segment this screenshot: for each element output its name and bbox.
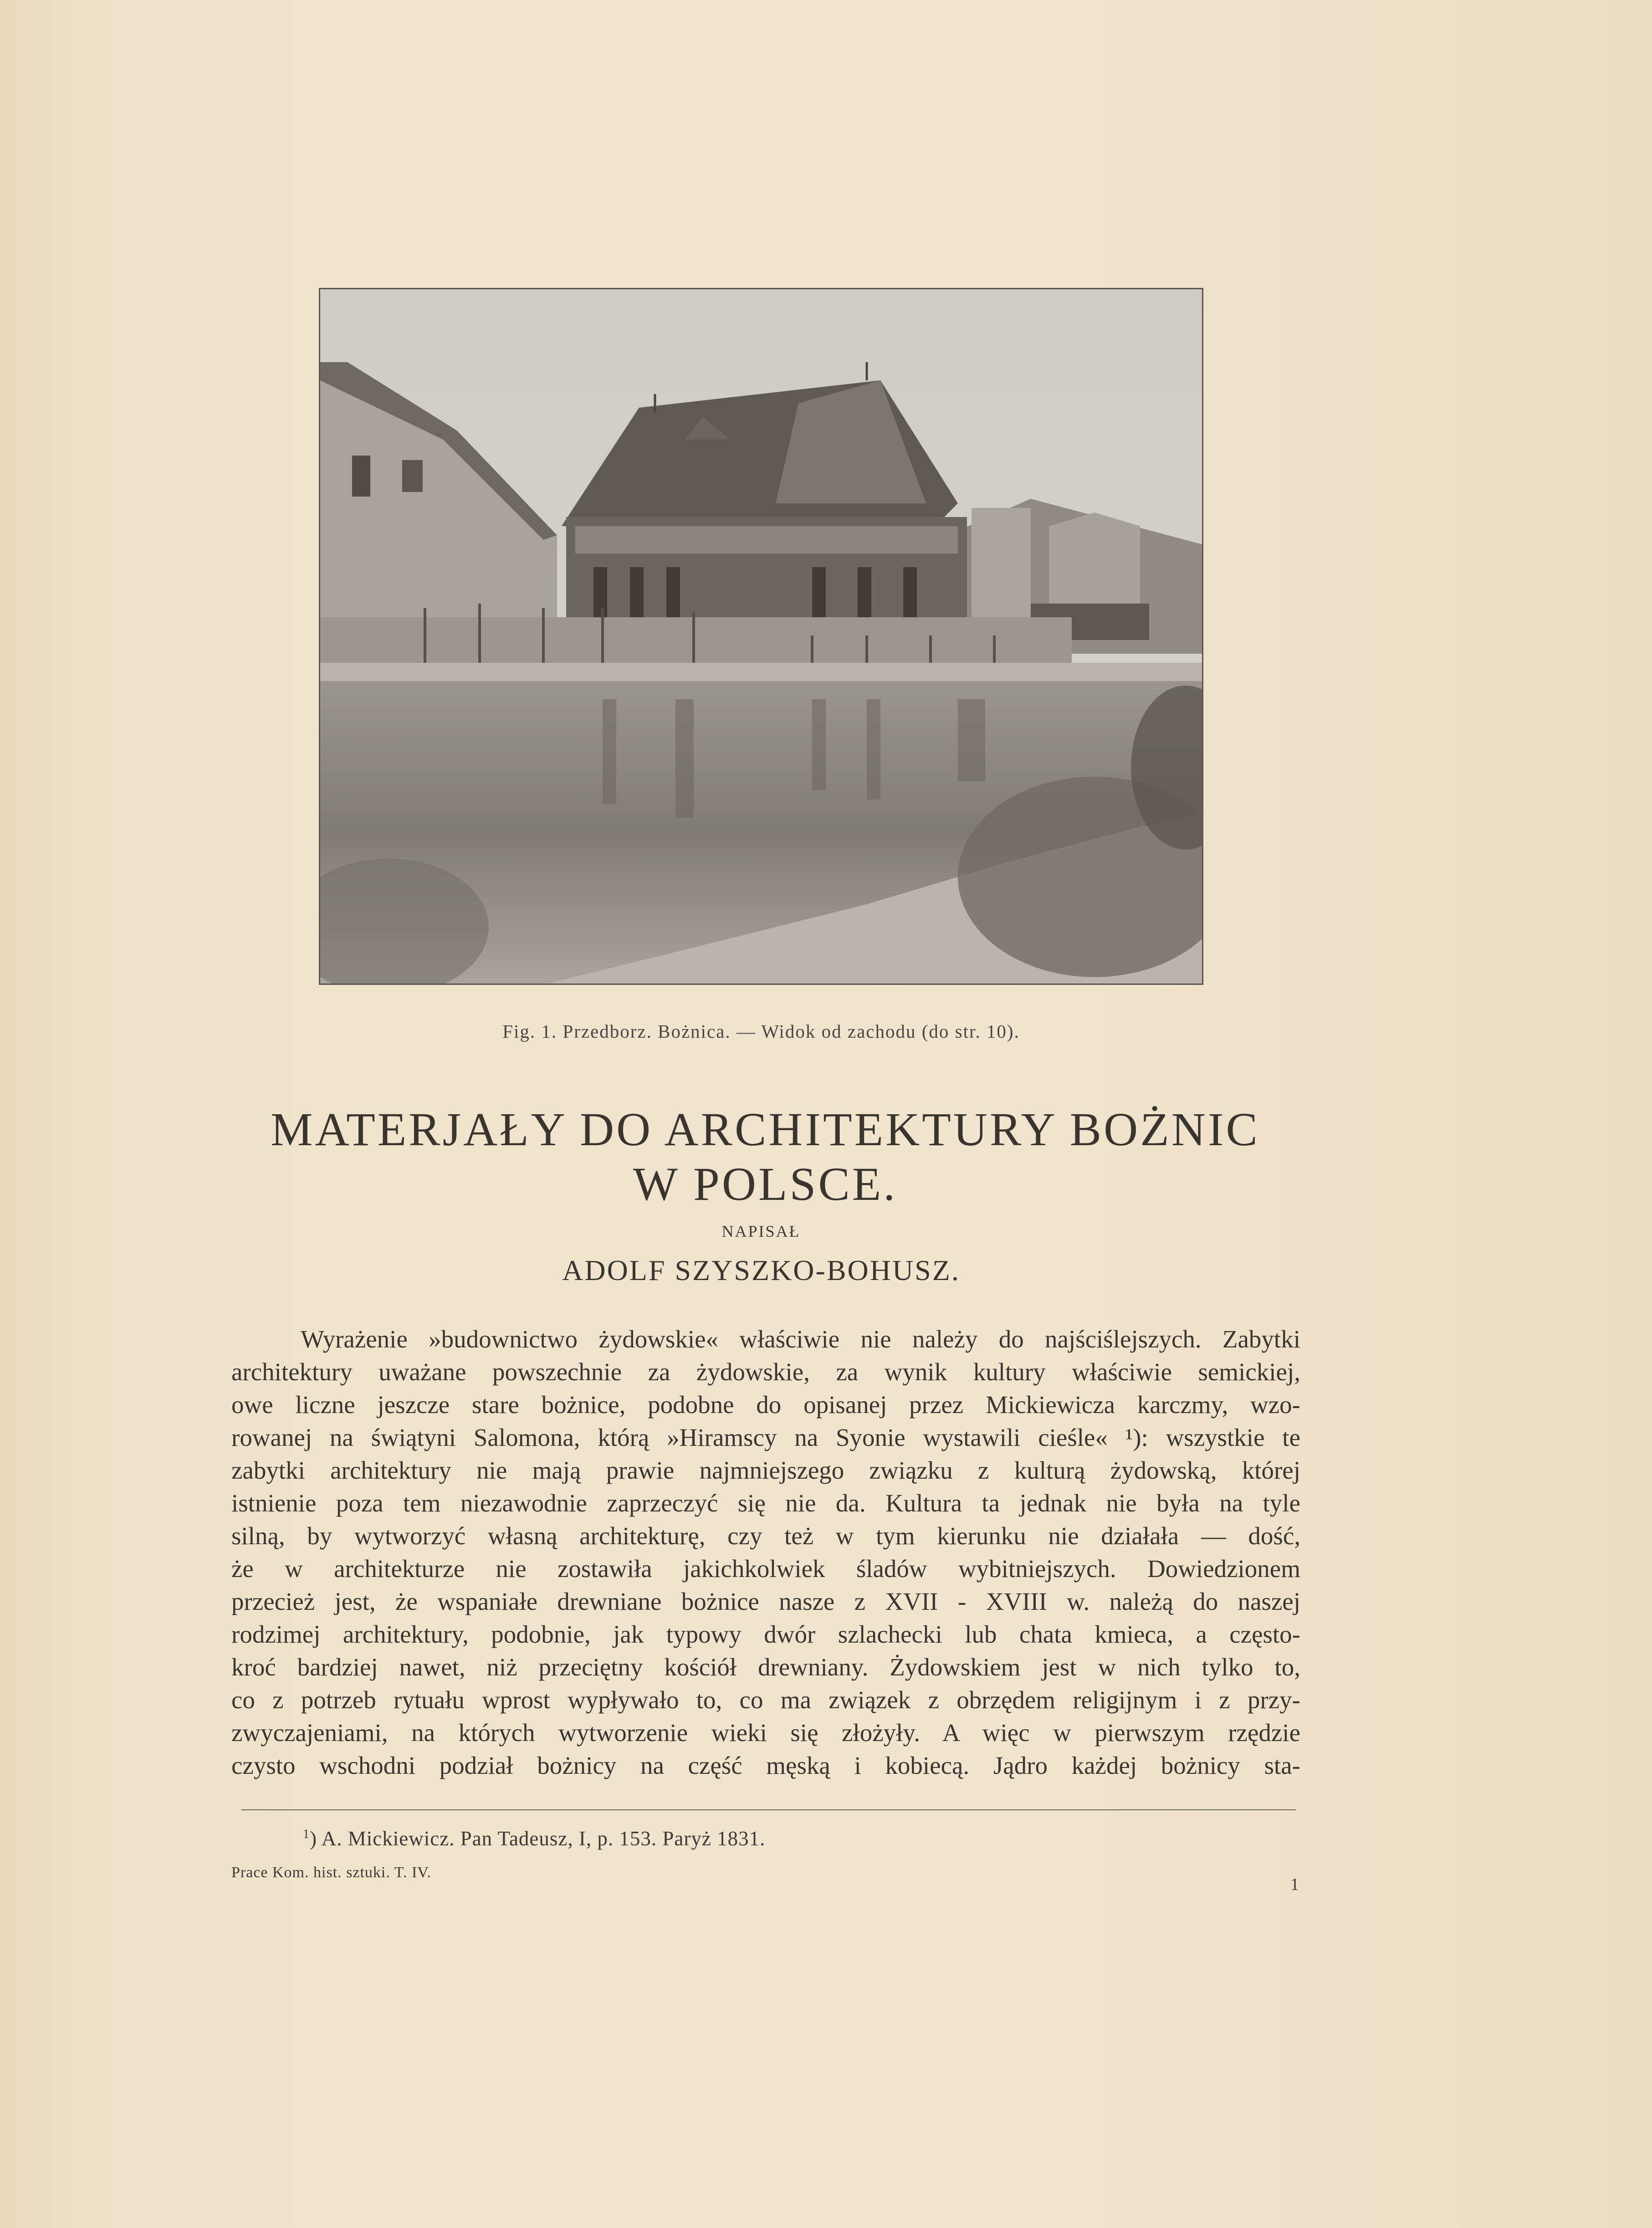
footnote-divider: [241, 1809, 1296, 1810]
footnote-text: A. Mickiewicz. Pan Tadeusz, I, p. 153. Paryż 1831.: [321, 1827, 766, 1850]
body-line: silną, by wytworzyć własną architekturę, czy też w tym kierunku nie działała — dość,: [231, 1522, 1300, 1550]
body-line: czysto wschodni podział bożnicy na część męską i kobiecą. Jądro każdej bożnicy sta-: [231, 1752, 1300, 1779]
article-title-line-1: MATERJAŁY DO ARCHITEKTURY BOŻNIC: [271, 1103, 1260, 1156]
body-line: Wyrażenie »budownictwo żydowskie« właściwie nie należy do najściślejszych. Zabytki: [301, 1325, 1300, 1353]
series-signature: Prace Kom. hist. sztuki. T. IV.: [231, 1864, 431, 1881]
synagogue-photograph: [319, 288, 1203, 985]
body-line: przecież jest, że wspaniałe drewniane bożnice nasze z XVII - XVIII w. należą do naszej: [231, 1588, 1300, 1615]
body-line: istnienie poza tem niezawodnie zaprzeczyć się nie da. Kultura ta jednak nie była na tyle: [231, 1489, 1300, 1517]
figure-caption: Fig. 1. Przedborz. Bożnica. — Widok od zachodu (do str. 10).: [502, 1021, 1020, 1042]
body-line: zabytki architektury nie mają prawie najmniejszego związku z kulturą żydowską, której: [231, 1456, 1300, 1484]
body-line: że w architekturze nie zostawiła jakichkolwiek śladów wybitniejszych. Dowiedzionem: [231, 1555, 1300, 1583]
footnote-marker: 1: [303, 1827, 310, 1841]
author-name: ADOLF SZYSZKO-BOHUSZ.: [562, 1254, 960, 1286]
body-line: architektury uważane powszechnie za żydowskie, za wynik kultury właściwie semickiej,: [231, 1358, 1300, 1386]
body-line: rowanej na świątyni Salomona, którą »Hiramscy na Syonie wystawili cieśle« ¹): wszystkie te: [231, 1424, 1300, 1451]
byline-label: NAPISAŁ: [721, 1222, 801, 1240]
body-line: owe liczne jeszcze stare bożnice, podobne do opisanej przez Mickiewicza karczmy, wzo-: [231, 1391, 1300, 1419]
body-line: kroć bardziej nawet, niż przeciętny kościół drewniany. Żydowskiem jest w nich tylko to,: [231, 1653, 1300, 1681]
page-number: 1: [1290, 1875, 1299, 1894]
body-line: rodzimej architektury, podobnie, jak typowy dwór szlachecki lub chata kmieca, a często-: [231, 1620, 1300, 1648]
body-line: co z potrzeb rytuału wprost wypływało to, co ma związek z obrzędem religijnym i z przy-: [231, 1686, 1300, 1714]
body-line: zwyczajeniami, na których wytworzenie wieki się złożyły. A więc w pierwszym rzędzie: [231, 1719, 1300, 1747]
footnote: $^1$) A. Mickiewicz. Pan Tadeusz, I, p. 153. Paryż 1831.: [303, 1827, 766, 1850]
article-title-line-2: W POLSCE.: [633, 1158, 898, 1210]
